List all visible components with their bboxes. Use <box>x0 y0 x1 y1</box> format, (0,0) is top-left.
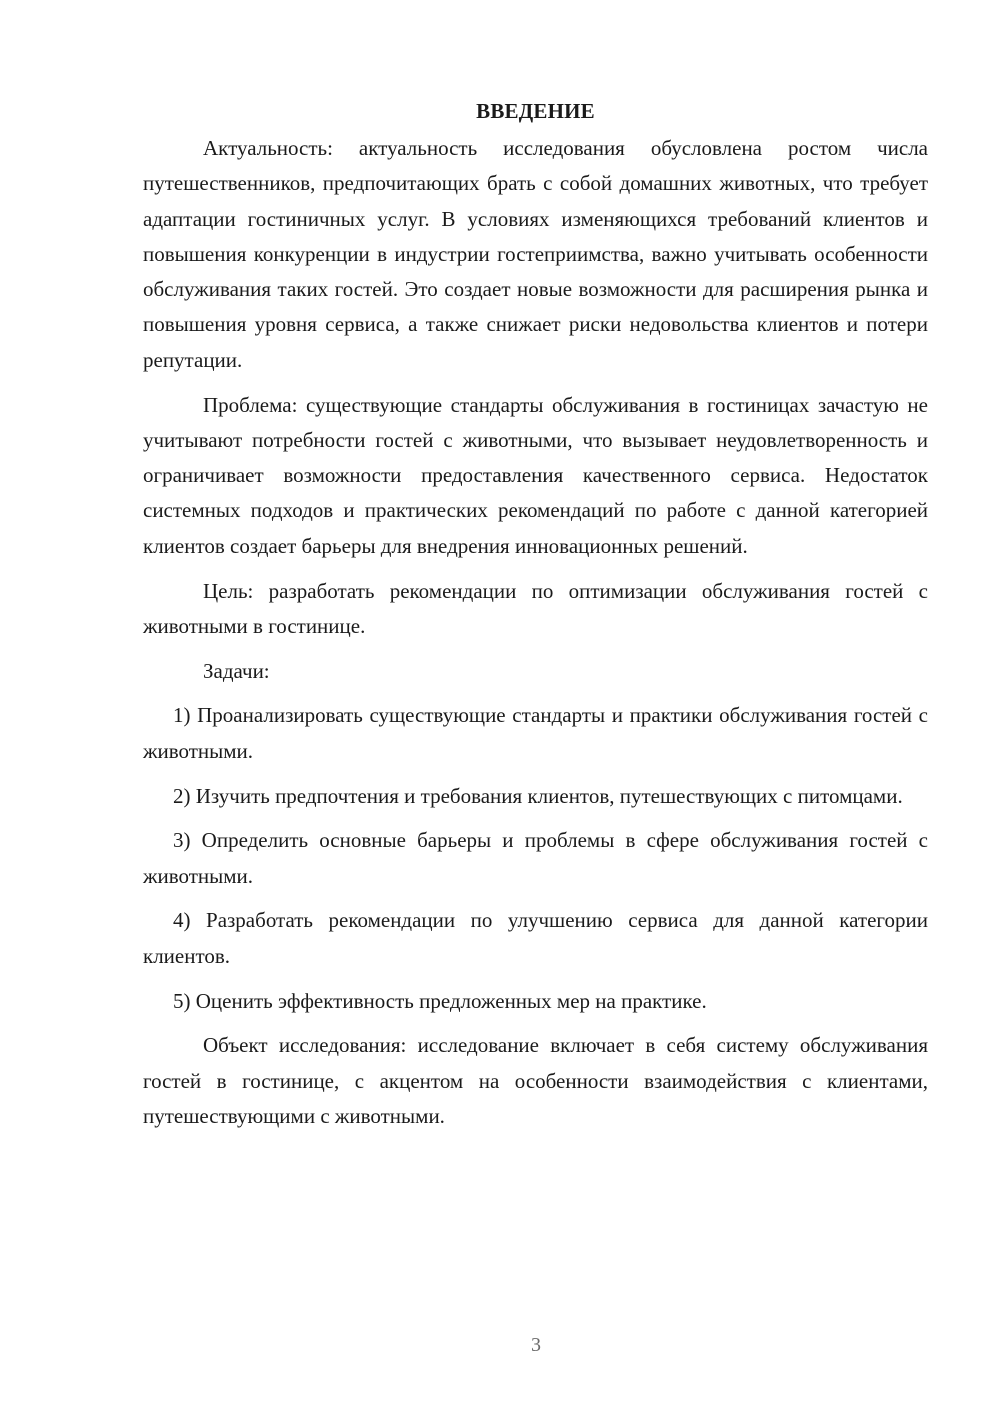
task-item-4: 4) Разработать рекомендации по улучшению сервиса для данной категории клиентов. <box>143 908 928 968</box>
page-title: ВВЕДЕНИЕ <box>476 99 595 123</box>
paragraph-problem: Проблема: существующие стандарты обслуживания в гостиницах зачастую не учитывают потребности гостей с животными, что вызывает неудовлетворенность и ограничивает возможности предоставления качественного сервиса. Недостаток системных подходов и практических рекомендаций по работе с данной категорией клиентов создает барьеры для внедрения инновационных решений. <box>143 392 928 558</box>
paragraph-object: Объект исследования: исследование включает в себя систему обслуживания гостей в гостинице, с акцентом на особенности взаимодействия с клиентами, путешествующими с животными. <box>143 1033 928 1128</box>
task-item-1: 1) Проанализировать существующие стандарты и практики обслуживания гостей с животными. <box>143 703 928 763</box>
page-body <box>143 94 928 1144</box>
task-item-2: 2) Изучить предпочтения и требования клиентов, путешествующих с питомцами. <box>173 783 903 808</box>
task-item-3: 3) Определить основные барьеры и проблемы в сфере обслуживания гостей с животными. <box>143 828 928 888</box>
task-item-5: 5) Оценить эффективность предложенных мер на практике. <box>173 988 707 1013</box>
page-number: 3 <box>531 1334 541 1356</box>
tasks-heading: Задачи: <box>203 658 270 683</box>
paragraph-goal: Цель: разработать рекомендации по оптимизации обслуживания гостей с животными в гостинице. <box>143 578 928 638</box>
paragraph-relevance: Актуальность: актуальность исследования обусловлена ростом числа путешественников, предпочитающих брать с собой домашних животных, что требует адаптации гостиничных услуг. В условиях изменяющихся требований клиентов и повышения конкуренции в индустрии гостеприимства, важно учитывать особенности обслуживания таких гостей. Это создает новые возможности для расширения рынка и повышения уровня сервиса, а также снижает риски недовольства клиентов и потери репутации. <box>143 136 928 372</box>
